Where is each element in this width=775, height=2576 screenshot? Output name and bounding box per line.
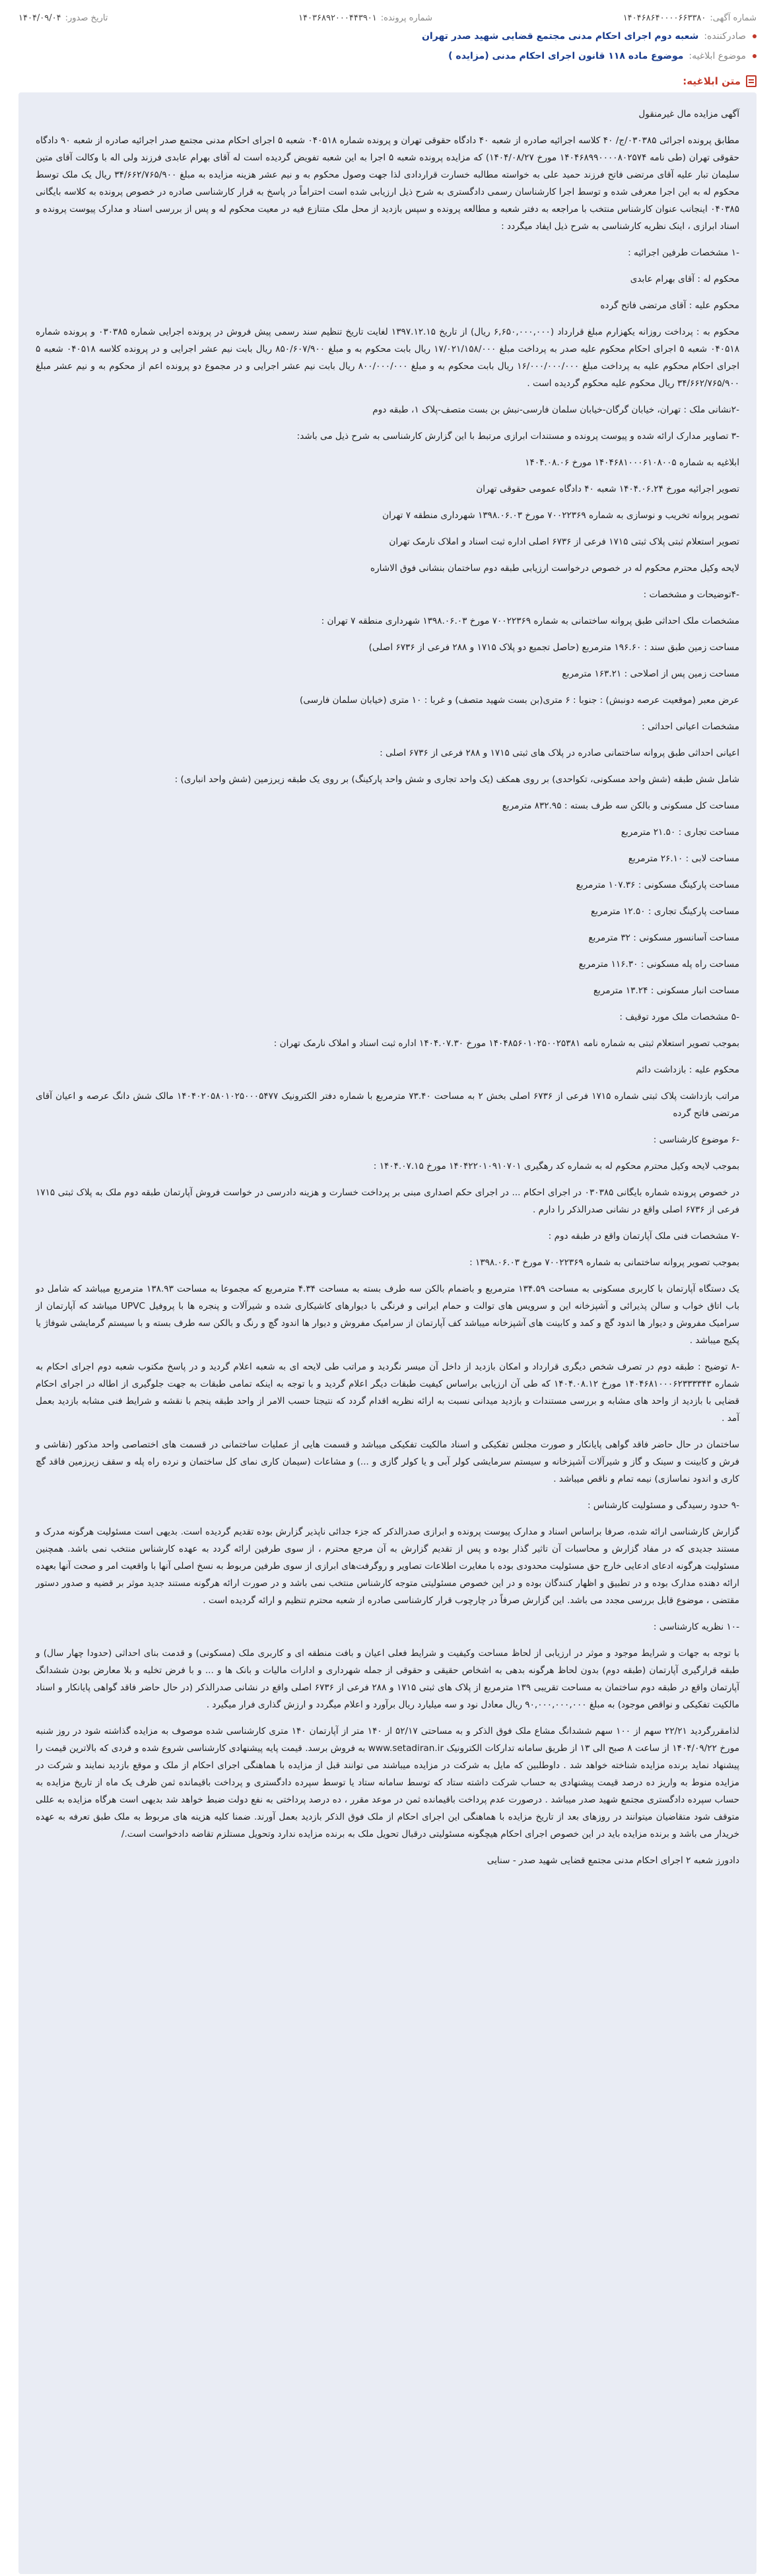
notice-paragraph: بموجب تصویر پروانه ساختمانی به شماره ۷۰۰۲۲۳۶۹ مورخ ۱۳۹۸.۰۶.۰۳ : bbox=[469, 1257, 739, 1268]
notice-paragraph: مساحت زمین پس از اصلاحی : ۱۶۳.۲۱ مترمربع bbox=[562, 669, 739, 679]
ad-number-value: ۱۴۰۴۶۸۶۴۰۰۰۰۶۶۳۳۸۰ bbox=[623, 13, 706, 23]
notice-paragraph: تصویر اجرائیه مورخ ۱۴۰۴.۰۶.۲۴ شعبه ۴۰ دادگاه عمومی حقوقی تهران bbox=[476, 484, 739, 494]
notice-paragraph: -۶ موضوع کارشناسی : bbox=[653, 1135, 739, 1145]
bullet-icon bbox=[753, 34, 757, 38]
notice-header bbox=[0, 0, 775, 66]
notice-paragraph: مساحت انبار مسکونی : ۱۳.۲۴ مترمربع bbox=[593, 985, 739, 996]
notice-paragraph: یک دستگاه آپارتمان با کاربری مسکونی به مساحت ۱۳۴.۵۹ مترمربع و باضمام بالکن سه طرف بسته به مساحت ۴.۳۴ مترمربع که مجموعا به مساحت ۱۳۸.۹۳ مترمربع میباشد که شامل دو باب اتاق خواب و سالن پذیرائی و آشپزخانه این و سرویس های توالت و حمام ایرانی و فرنگی با دیوارهای کاشیکاری شده و شیرآلات و پنجره ها با پروفیل UPVC میباشد که آپارتمان از سرامیک مفروش و دیوار ها اندود گچ و کمد و کابینت های آشپزخانه میباشد کف آپارتمان از سرامیک مفروش و دیوار ها اندود گچ و رنگ و بالکن سه طرف بسته و با سیستم گرمایشی شوفاژ یا پکیج میباشد . bbox=[36, 1284, 739, 1346]
notice-paragraph: -۵ مشخصات ملک مورد توقیف : bbox=[619, 1012, 739, 1022]
case-number-value: ۱۴۰۳۶۸۹۲۰۰۰۴۴۳۹۰۱ bbox=[298, 13, 377, 23]
notice-paragraph: محکوم به : پرداخت روزانه یکهزارم مبلغ قرارداد (۶,۶۵۰,۰۰۰,۰۰۰ ریال) از تاریخ ۱۳۹۷.۱۲.۱۵ لغایت تاریخ تنظیم سند رسمی پیش فروش در پرونده اجرایی شماره ۰۳۰۳۸۵ و پرونده شماره ۰۴۰۵۱۸ شعبه ۵ اجرای احکام محکوم علیه صدر به پرداخت مبلغ ۱۷/۰۲۱/۱۵۸/۰۰۰ ریال بابت محکوم به و مبلغ ۸۵۰/۶۰۷/۹۰۰ ریال بابت نیم عشر اجرایی و در پرونده کلاسه ۰۴۰۵۱۸ شعبه ۵ اجرای احکام محکوم علیه به پرداخت مبلغ ۱۶/۰۰۰/۰۰۰/۰۰۰ ریال بابت محکوم به و مبلغ ۸۰۰/۰۰۰/۰۰۰ ریال بابت نیم عشر اجرایی و در مجموع دو پرونده اعم از محکوم به و نیم عشر مبلغ ۳۴/۶۶۲/۷۶۵/۹۰۰ ریال محکوم علیه محکوم گردیده است . bbox=[36, 327, 739, 389]
notice-paragraph: -۸ توضیح : طبقه دوم در تصرف شخص دیگری قرارداد و امکان بازدید از داخل آن میسر نگردید و مراتب طی لایحه ای به شعبه اعلام گردید و در پاسخ مکتوب شعبه دوم اجرای احکام به شماره ۱۴۰۴۶۸۱۰۰۰۶۲۳۳۳۳۴۳ مورخ ۱۴۰۴.۰۸.۱۲ که طی آن ارزیابی براساس کیفیت طبقات دیگر اعلام گردید و با توجه به اینکه تمامی طبقات به جهت جلوگیری از اطاله در اجرای احکام قضایی با بازدید از واحد های مشابه و بررسی مستندات و بازدید میدانی نسبت به ارائه نظریه اقدام گردد که نتیجتا حسب الامر از واحد طبقه پنجم با نقشه و شرایط فنی مشابه بازدید بعمل آمد . bbox=[36, 1362, 739, 1424]
notice-paragraph: ساختمان در حال حاضر فاقد گواهی پایانکار و صورت مجلس تفکیکی و اسناد مالکیت تفکیکی میباشد و قسمت هایی از عملیات ساختمانی در قسمت های اختصاصی واحد مذکور (نقاشی و فرش و کابینت و سینک و گاز و شیرآلات آشپزخانه و سیستم سرمایشی کولر آبی و یا کولر گازی و ...) و مشاعات (سیمان کاری نمای کل ساختمان و نرده راه پله و سقف زیرزمین فاقد گچ کاری و اندود نماسازی) نیمه تمام و ناقص میباشد . bbox=[36, 1439, 739, 1484]
issue-date-value: ۱۴۰۴/۰۹/۰۴ bbox=[18, 13, 61, 23]
notice-paragraph: ابلاغیه به شماره ۱۴۰۴۶۸۱۰۰۰۶۱۰۸۰۰۵ مورخ ۱۴۰۴.۰۸.۰۶ bbox=[525, 457, 739, 468]
notice-paragraph: گزارش کارشناسی ارائه شده، صرفا براساس اسناد و مدارک پیوست پرونده و ابرازی صدرالذکر که جزء جدائی ناپذیر گزارش بوده تقدیم گردیده است. بدیهی است مسئولیت هرگونه مدرک و مستند جدیدی که در مفاد گزارش و محاسبات آن تاثیر گذار بوده و پس از تقدیم گزارش به آن مرجع محترم ، از سوی طرفین ارائه گردد به عهده کارشناس منتخب نمی باشد. همچنین مسئولیت هرگونه ادعای ادعایی خارج حق مسئولیت محدودی بوده با مغایرت اطلاعات تصاویر و روگرفت‌های ابرازی از سوی طرفین مربوط به نسخ اصلی آنها با واقعیت امر و صحت آنها بعهده ارائه دهنده مدارک بوده و در تطبیق و اظهار کنندگان بوده و در این خصوص مسئولیتی متوجه کارشناس منتخب نمی باشد و در صورت ارائه هرگونه مستند جدید موثر بر قضیه و صدور دستور مقتضی ، موضوع قابل بررسی مجدد می باشد. این گزارش صرفاً در چارچوب قرار کارشناسی صادره از شعبه محترم تنظیم و ارائه گردیده است . bbox=[36, 1527, 739, 1606]
notice-paragraph: محکوم له : آقای بهرام عابدی bbox=[630, 274, 739, 284]
notice-paragraph: عرض معبر (موقعیت عرصه دونبش) : جنوبا : ۶ متری(بن بست شهید متصف) و غربا : ۱۰ متری (خیابان سلمان فارسی) bbox=[300, 695, 739, 706]
notice-paragraph: محکوم علیه : بازداشت دائم bbox=[636, 1065, 739, 1075]
notice-paragraph: اعیانی احداثی طبق پروانه ساختمانی صادره در پلاک های ثبتی ۱۷۱۵ و ۲۸۸ فرعی از ۶۷۳۶ اصلی : bbox=[380, 748, 739, 758]
notice-paragraph: مساحت راه پله مسکونی : ۱۱۶.۳۰ مترمربع bbox=[578, 959, 739, 970]
notice-paragraph: مساحت کل مسکونی و بالکن سه طرف بسته : ۸۳۲.۹۵ مترمربع bbox=[502, 801, 739, 811]
notice-paragraph: مساحت تجاری : ۲۱.۵۰ مترمربع bbox=[621, 827, 739, 838]
notice-meta-row bbox=[18, 9, 757, 26]
case-number-label: شماره پرونده: bbox=[380, 13, 433, 23]
notice-paragraph: مساحت آسانسور مسکونی : ۳۲ مترمربع bbox=[588, 933, 739, 943]
notice-paragraph: مطابق پرونده اجرائی ۰۳۰۳۸۵/ج/ ۴۰ کلاسه اجرائیه صادره از شعبه ۴۰ دادگاه حقوقی تهران و پرونده شماره ۰۴۰۵۱۸ شعبه ۵ اجرای احکام مدنی مجتمع صدر اجرائیه صادره از شعبه ۹۰ دادگاه حقوقی تهران (طی نامه ۱۴۰۴۶۸۹۹۰۰۰۰۸۰۲۵۷۴ مورخ ۱۴۰۴/۰۸/۲۷) که مزایده پرونده شعبه ۵ اجرا به این شعبه تفویض گردیده است له آقای بهرام عابدی فرزند ولی اله با وکالت آقای متین سلیمان تبار علیه آقای مرتضی فاتح فرزند حمید علی به خواسته مطالبه خسارت قراردادی لذا جهت وصول محکوم به و نیم عشر هزینه مزایده به مبلغ ۳۴/۶۶۲/۷۶۵/۹۰۰ ریال یک ملک توسط محکوم له به این اجرا معرفی شده و توسط اجرا کارشناسان رسمی دادگستری به شرح ذیل ارزیابی شده است احتراماً در پاسخ به قرار کارشناسی صادره در خصوص پرونده به کلاسه بایگانی ۰۴۰۳۸۵ اینجانب عنوان کارشناس منتخب با مراجعه به دفتر شعبه و مطالعه پرونده و سپس بازدید از محل ملک متنازع فیه در معیت محکوم له و پس از بررسی اسناد و مدارک پیوست پرونده و اسناد ابرازی ، اینک نظریه کارشناسی به شرح ذیل ایفاد میگردد : bbox=[36, 135, 740, 232]
document-icon bbox=[746, 75, 757, 87]
notice-paragraph: مشخصات ملک احداثی طبق پروانه ساختمانی به شماره ۷۰۰۲۲۳۶۹ مورخ ۱۳۹۸.۰۶.۰۳ شهرداری منطقه ۷ تهران : bbox=[321, 616, 739, 626]
notice-paragraph: آگهی مزایده مال غیرمنقول bbox=[638, 109, 739, 119]
notice-paragraph: -۲نشانی ملک : تهران، خیابان گرگان-خیابان سلمان فارسی-نبش بن بست متصف-پلاک ۱، طبقه دوم bbox=[372, 405, 739, 415]
notice-paragraph: دادورز شعبه ۲ اجرای احکام مدنی مجتمع قضایی شهید صدر - سنایی bbox=[487, 1855, 739, 1866]
notice-paragraph: -۷ مشخصات فنی ملک آپارتمان واقع در طبقه دوم : bbox=[548, 1231, 739, 1241]
notice-paragraph: در خصوص پرونده شماره بایگانی ۰۳۰۳۸۵ در اجرای احکام ... در اجرای حکم اصداری مبنی بر پرداخت خسارت و هزینه دادرسی در خواست فروش آپارتمان طبقه دوم ملک به پلاک ثبتی ۱۷۱۵ فرعی از ۶۷۳۶ اصلی واقع در نشانی صدرالذکر را دارم . bbox=[36, 1187, 739, 1215]
notice-paragraph: مشخصات اعیانی احداثی : bbox=[642, 721, 739, 732]
issuer-value: شعبه دوم اجرای احکام مدنی مجتمع قضایی شهید صدر تهران bbox=[421, 31, 699, 42]
notice-paragraph: مساحت پارکینگ مسکونی : ۱۰۷.۳۶ مترمربع bbox=[576, 880, 739, 890]
notice-paragraph: مساحت زمین طبق سند : ۱۹۶.۶۰ مترمربع (حاصل تجمیع دو پلاک ۱۷۱۵ و ۲۸۸ فرعی از ۶۷۳۶ اصلی) bbox=[368, 642, 739, 653]
subject-value: موضوع ماده ۱۱۸ قانون اجرای احکام مدنی (مزایده ) bbox=[448, 51, 684, 61]
notice-paragraph: -۳ تصاویر مدارک ارائه شده و پیوست پرونده و مستندات ابرازی مرتبط با این گزارش کارشناسی به شرح ذیل می باشد: bbox=[296, 431, 739, 442]
notice-paragraph: تصویر پروانه تخریب و نوسازی به شماره ۷۰۰۲۲۳۶۹ مورخ ۱۳۹۸.۰۶.۰۳ شهرداری منطقه ۷ تهران bbox=[382, 510, 739, 521]
notice-paragraph: مساحت لابی : ۲۶.۱۰ مترمربع bbox=[628, 853, 739, 864]
notice-paragraph: محکوم علیه : آقای مرتضی فاتح گرده bbox=[600, 300, 739, 311]
notice-title: متن ابلاغیه: bbox=[683, 75, 741, 87]
notice-paragraph: شامل شش طبقه (شش واحد مسکونی، تکواحدی) بر روی همکف (یک واحد تجاری و شش واحد پارکینگ) بر روی یک طبقه زیرزمین (شش واحد انباری) : bbox=[174, 774, 739, 785]
notice-paragraph: تصویر استعلام ثبتی پلاک ثبتی ۱۷۱۵ فرعی از ۶۷۳۶ اصلی اداره ثبت اسناد و املاک نارمک تهران bbox=[389, 537, 739, 547]
notice-paragraph: بموجب تصویر استعلام ثبتی به شماره نامه ۱۴۰۴۸۵۶۰۱۰۲۵۰۰۲۵۳۸۱ مورخ ۱۴۰۴.۰۷.۳۰ اداره ثبت اسناد و املاک نارمک تهران : bbox=[273, 1038, 739, 1049]
notice-paragraph: لایحه وکیل محترم محکوم له در خصوص درخواست ارزیابی طبقه دوم ساختمان بنشانی فوق الاشاره bbox=[370, 563, 739, 574]
notice-paragraph: بموجب لایحه وکیل محترم محکوم له به شماره کد رهگیری ۱۴۰۴۲۲۰۱۰۹۱۰۷۰۱ مورخ ۱۴۰۴.۰۷.۱۵ : bbox=[373, 1161, 739, 1172]
case-number bbox=[298, 13, 432, 23]
issue-date-label: تاریخ صدور: bbox=[65, 13, 108, 23]
bullet-icon bbox=[753, 54, 757, 58]
notice-section-title bbox=[18, 75, 757, 87]
notice-body bbox=[18, 92, 757, 2574]
notice-paragraph: با توجه به جهات و شرایط موجود و موثر در ارزیابی از لحاظ مساحت وکیفیت و شرایط فعلی اعیان و بافت منطقه ای و کاربری ملک (مسکونی) و قدمت بنای احداثی (حدودا چهار سال) و طبقه قرارگیری آپارتمان (طبقه دوم) بدون لحاظ هرگونه بدهی به اشخاص حقیقی و حقوقی از جمله شهرداری و ادارات مالیات و بانک ها و ... و با فرض تخلیه و بلا معارض بودن ششدانگ آپارتمان واقع در طبقه دوم ساختمان به مساحت تقریبی ۱۳۹ مترمربع از پلاک های ثبتی ۱۷۱۵ و ۲۸۸ فرعی از ۶۷۳۶ اصلی واقع در نشانی صدرالذکر (در حال حاضر فاقد گواهی پایانکار و اسناد مالکیت تفکیکی و نواقص موجود) به مبلغ ۹۰,۰۰۰,۰۰۰,۰۰۰ ریال معادل نود و سه میلیارد ریال برآورد و اعلام میگردد و ارزش گذاری فرار میگیرد . bbox=[36, 1648, 739, 1710]
subject-label: موضوع ابلاغیه: bbox=[689, 51, 746, 61]
issue-date bbox=[18, 13, 108, 23]
issuer-row bbox=[18, 26, 757, 46]
notice-paragraph: -۹ حدود رسیدگی و مسئولیت کارشناس : bbox=[588, 1500, 739, 1511]
notice-paragraph: لذامقررگردید ۲۲/۲۱ سهم از ۱۰۰ سهم ششدانگ مشاع ملک فوق الذکر و به مساحتی ۵۲/۱۷ از ۱۴۰ متر از آپارتمان ۱۴۰ متری کارشناسی شده موصوف به مزایده گذاشته شود در روز شنبه مورخ ۱۴۰۴/۰۹/۲۲ از ساعت ۸ صبح الی ۱۳ از طریق سامانه تدارکات الکترونیک www.setadiran.ir به فروش برسد. قیمت پایه پیشنهادی کارشناسی شروع شده و فردی که بالاترین قیمت را پیشنهاد نماید برنده مزایده شناخته خواهد شد . داوطلبین که مایل به شرکت در مزایده میباشند می توانند قبل از مزایده با هماهنگی اجرای احکام از ملک و موقع بازدید نمایند و شرکت در مزایده منوط به واریز ده درصد قیمت پیشنهادی به حساب شرکت داشته ستاد که توسط سامانه ستاد یا توسط سپرده دادگستری و پرداخت باقیمانده ثمن ظرف یک ماه از تاریخ مزایده به حساب سپرده دادگستری مجتمع شهید صدر میباشد . درصورت عدم پرداخت باقیمانده ثمن در موعد مقرر ، ده درصد پرداختی به نفع دولت ضبط خواهد شد بدیهی است هرگاه مزایده به عللی متوقف شود متقاضیان میتوانند در روزهای بعد از تاریخ مزایده با هماهنگی این اجرای احکام از ملک فوق الذکر بازدید بعمل آورند. ضمنا کلیه هزینه های مربوط به ملک طبق تعرفه به عهده خریدار می باشد و برنده مزایده باید در این خصوص اجرای احکام هیچگونه مسئولیتی درقبال تحویل ملک به برنده مزایده ندارد وتحویل مستلزم تقاضه دادخواست است./ bbox=[36, 1726, 739, 1839]
ad-number-label: شماره آگهی: bbox=[710, 13, 757, 23]
notice-paragraph: -۱۰ نظریه کارشناسی : bbox=[653, 1622, 739, 1632]
notice-paragraph: -۴توضیحات و مشخصات : bbox=[643, 589, 739, 600]
ad-number bbox=[623, 13, 757, 23]
issuer-label: صادرکننده: bbox=[704, 31, 746, 42]
notice-paragraph: مراتب بازداشت پلاک ثبتی شماره ۱۷۱۵ فرعی از ۶۷۳۶ اصلی بخش ۲ به مساحت ۷۳.۴۰ مترمربع با شماره دفتر الکترونیک ۱۴۰۴۰۲۰۵۸۰۱۰۲۵۰۰۰۵۴۷۷ مالک شش دانگ عرصه و اعیان آقای مرتضی فاتح گرده bbox=[36, 1091, 740, 1119]
notice-paragraph: مساحت پارکینگ تجاری : ۱۲.۵۰ مترمربع bbox=[591, 906, 739, 917]
notice-paragraph: -۱ مشخصات طرفین اجرائیه : bbox=[628, 248, 739, 258]
subject-row bbox=[18, 46, 757, 66]
